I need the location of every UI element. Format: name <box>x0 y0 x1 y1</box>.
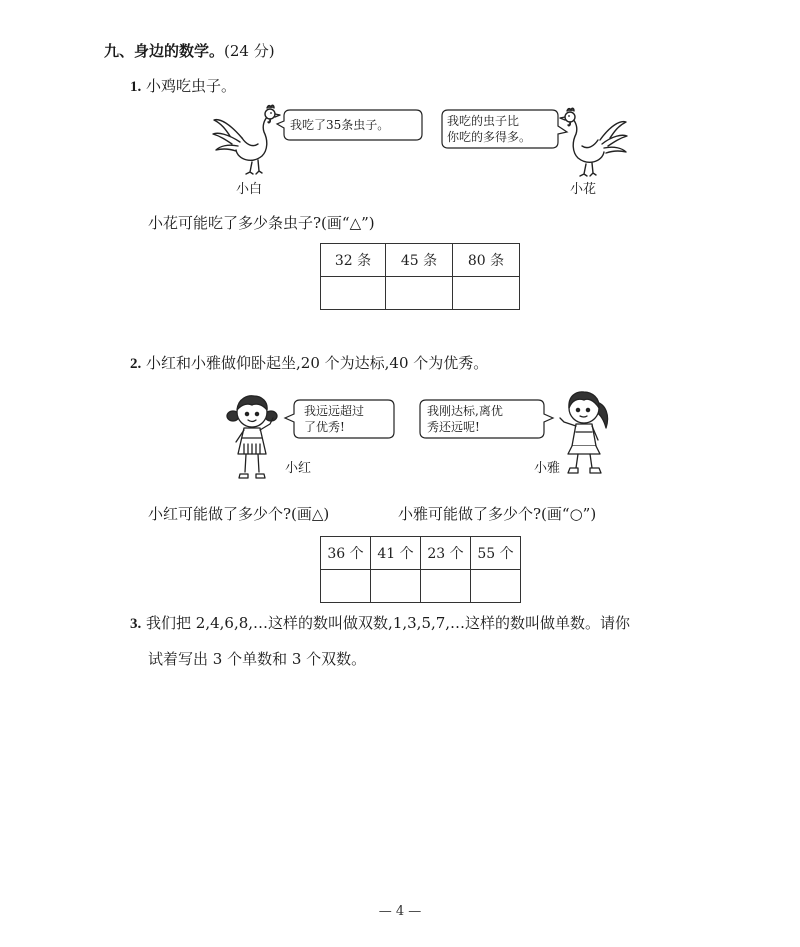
q2-answer-table <box>320 536 521 603</box>
girl-right-illustration <box>556 388 612 478</box>
q1-answer-cell-3[interactable] <box>453 277 520 310</box>
q1-title: 小鸡吃虫子。 <box>146 77 237 95</box>
page-number: — 4 — <box>378 904 422 919</box>
speech-xiaoya-line1: 我刚达标,离优 <box>427 404 503 418</box>
name-left-xiaohong: 小红 <box>285 461 312 476</box>
speech-xiaoya-text <box>427 403 503 435</box>
q2-number: 2. <box>130 356 142 372</box>
q2-question-left: 小红可能做了多少个?(画△) <box>148 505 330 523</box>
q1-answer-cell-2[interactable] <box>386 277 453 310</box>
q3-line1: 我们把 2,4,6,8,…这样的数叫做双数,1,3,5,7,…这样的数叫做单数。请你 <box>146 614 631 632</box>
table-row <box>321 537 521 570</box>
q1-answer-table <box>320 243 520 310</box>
speech-right-text <box>447 113 531 145</box>
q2-option-2: 41 个 <box>371 537 421 570</box>
q2-answer-cell-2[interactable] <box>371 570 421 603</box>
table-row <box>321 277 520 310</box>
q2-question-right: 小雅可能做了多少个?(画“○”) <box>398 505 597 523</box>
q2-option-3: 23 个 <box>421 537 471 570</box>
q1-heading <box>130 75 236 96</box>
speech-xiaohong-text <box>304 403 364 435</box>
name-left-xiaobai: 小白 <box>236 182 263 197</box>
speech-xiaohong-line1: 我远远超过 <box>304 404 365 418</box>
name-right-xiaoya: 小雅 <box>534 461 561 476</box>
q2-heading <box>130 352 488 373</box>
section-title: 九、身边的数学。 <box>104 42 225 60</box>
q3-number: 3. <box>130 616 142 632</box>
q1-option-3: 80 条 <box>453 244 520 277</box>
q1-option-1: 32 条 <box>321 244 386 277</box>
section-heading <box>104 40 275 61</box>
q1-number: 1. <box>130 79 142 95</box>
rooster-right-illustration <box>560 108 628 178</box>
table-row <box>321 570 521 603</box>
q2-answer-cell-3[interactable] <box>421 570 471 603</box>
name-right-xiaohua: 小花 <box>570 182 597 197</box>
speech-right-line2: 你吃的多得多。 <box>447 130 532 144</box>
speech-xiaoya-line2: 秀还远呢! <box>427 420 480 434</box>
q2-answer-cell-4[interactable] <box>471 570 521 603</box>
rooster-left-illustration <box>212 104 282 176</box>
q2-option-4: 55 个 <box>471 537 521 570</box>
speech-left-text: 我吃了35条虫子。 <box>290 118 390 132</box>
q2-option-1: 36 个 <box>321 537 371 570</box>
speech-xiaohong-line2: 了优秀! <box>304 420 345 434</box>
speech-right-line1: 我吃的虫子比 <box>447 114 520 128</box>
q1-answer-cell-1[interactable] <box>321 277 386 310</box>
girl-left-illustration <box>226 392 286 484</box>
q2-title: 小红和小雅做仰卧起坐,20 个为达标,40 个为优秀。 <box>146 354 489 372</box>
q2-answer-cell-1[interactable] <box>321 570 371 603</box>
section-points: (24 分) <box>224 42 275 60</box>
q3-line1-wrap <box>130 612 630 633</box>
q1-question: 小花可能吃了多少条虫子?(画“△”) <box>148 214 375 232</box>
q1-option-2: 45 条 <box>386 244 453 277</box>
table-row <box>321 244 520 277</box>
q3-line2: 试着写出 3 个单数和 3 个双数。 <box>148 650 367 668</box>
